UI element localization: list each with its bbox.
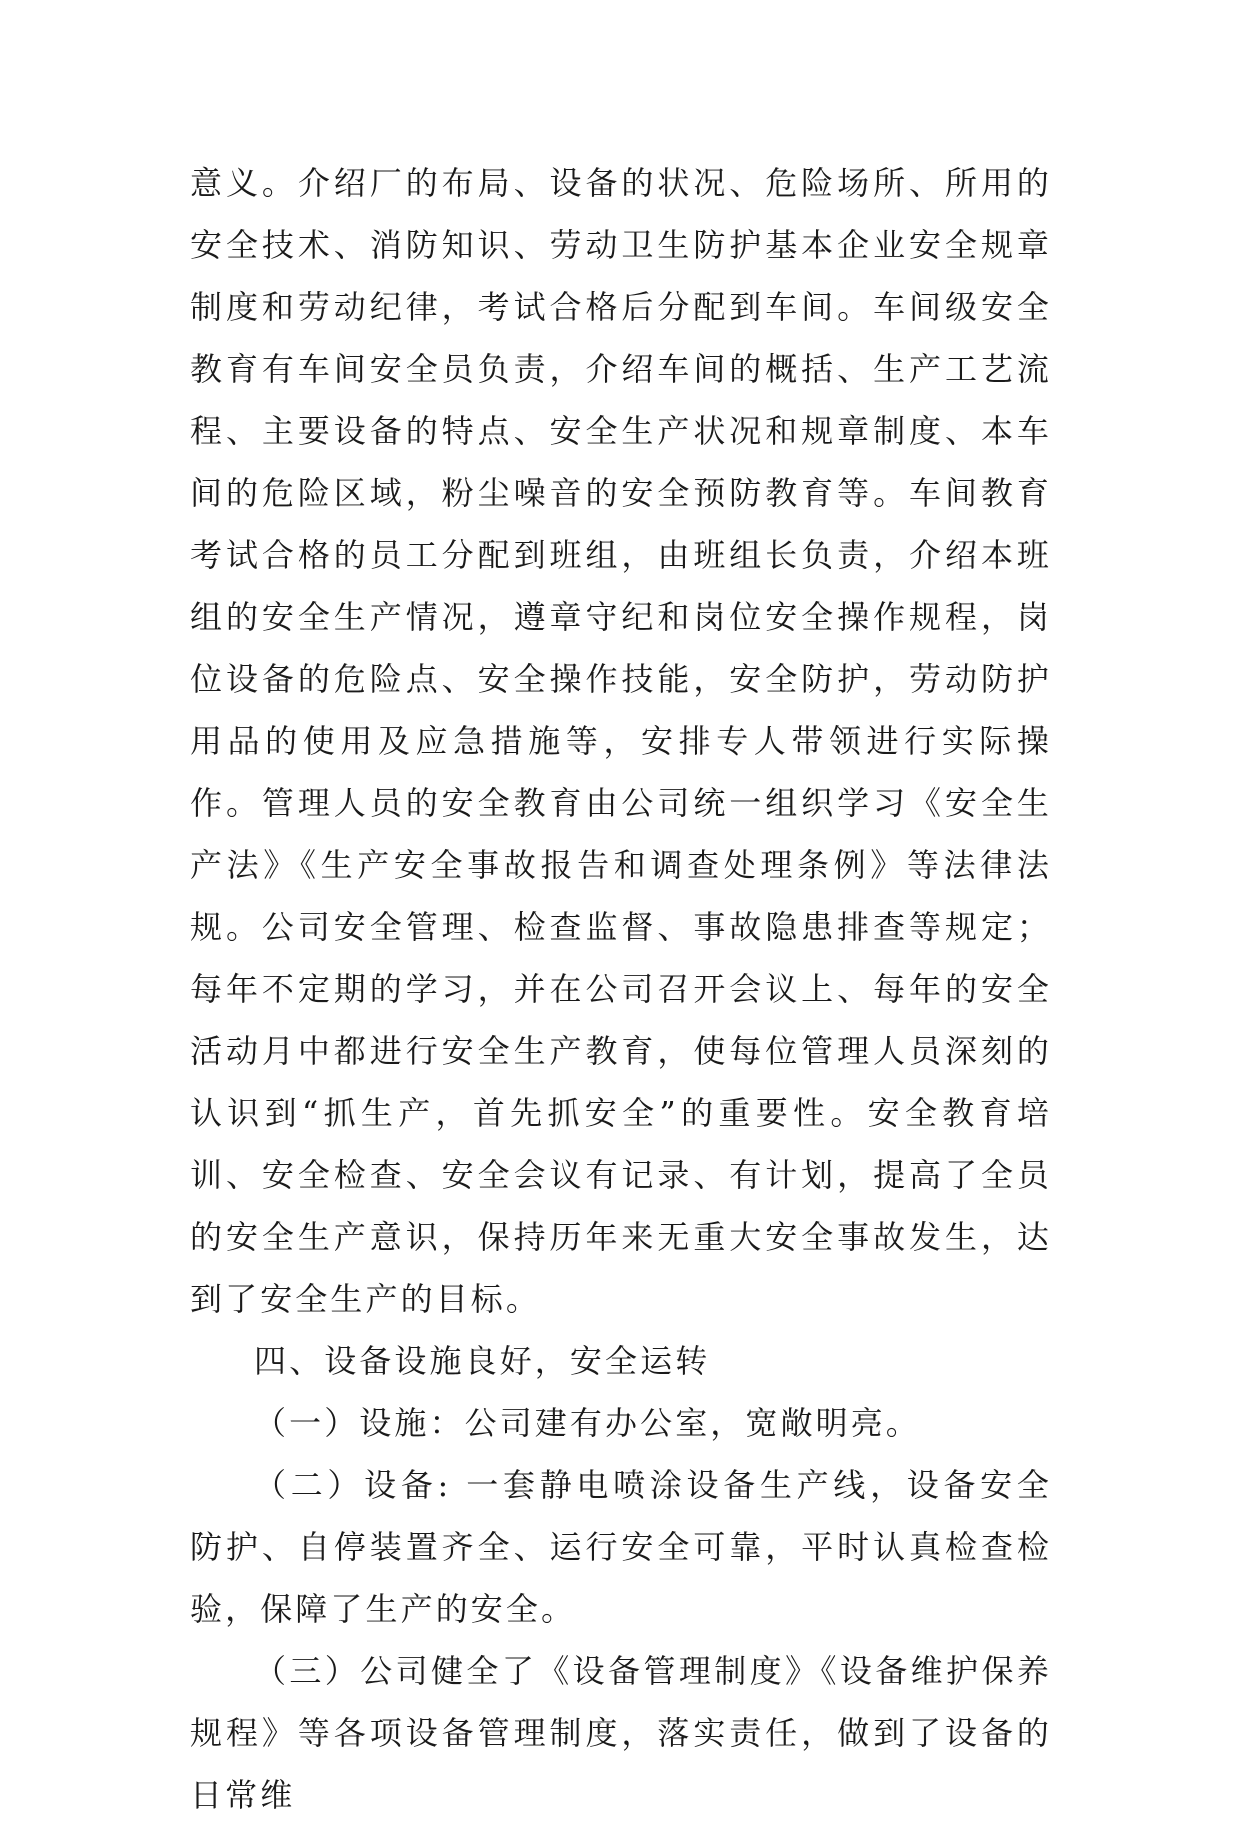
body-paragraph-equipment: （二）设备: 一套静电喷涂设备生产线，设备安全防护、自停装置齐全、运行安全可靠，平时认真检查检验，保障了生产的安全。 <box>190 1466 1052 1628</box>
body-paragraph-facilities: （一）设施：公司建有办公室，宽敞明亮。 <box>254 1404 921 1442</box>
document-page <box>190 152 1052 1826</box>
section-heading-equipment: 四、设备设施良好，安全运转 <box>254 1342 711 1380</box>
body-paragraph-management-system: （三）公司健全了《设备管理制度》《设备维护保养规程》等各项设备管理制度，落实责任，做到了设备的日常维 <box>190 1652 1052 1814</box>
body-paragraph-safety-education: 意义。介绍厂的布局、设备的状况、危险场所、所用的安全技术、消防知识、劳动卫生防护基本企业安全规章制度和劳动纪律，考试合格后分配到车间。车间级安全教育有车间安全员负责，介绍车间的概括、生产工艺流程、主要设备的特点、安全生产状况和规章制度、本车间的危险区域，粉尘噪音的安全预防教育等。车间教育考试合格的员工分配到班组，由班组长负责，介绍本班组的安全生产情况，遵章守纪和岗位安全操作规程，岗位设备的危险点、安全操作技能，安全防护，劳动防护用品的使用及应急措施等，安排专人带领进行实际操作。管理人员的安全教育由公司统一组织学习《安全生产法》《生产安全事故报告和调查处理条例》等法律法规。公司安全管理、检查监督、事故隐患排查等规定；每年不定期的学习，并在公司召开会议上、每年的安全活动月中都进行安全生产教育，使每位管理人员深刻的认识到“抓生产，首先抓安全”的重要性。安全教育培训、安全检查、安全会议有记录、有计划，提高了全员的安全生产意识，保持历年来无重大安全事故发生，达到了安全生产的目标。 <box>190 164 1052 1318</box>
